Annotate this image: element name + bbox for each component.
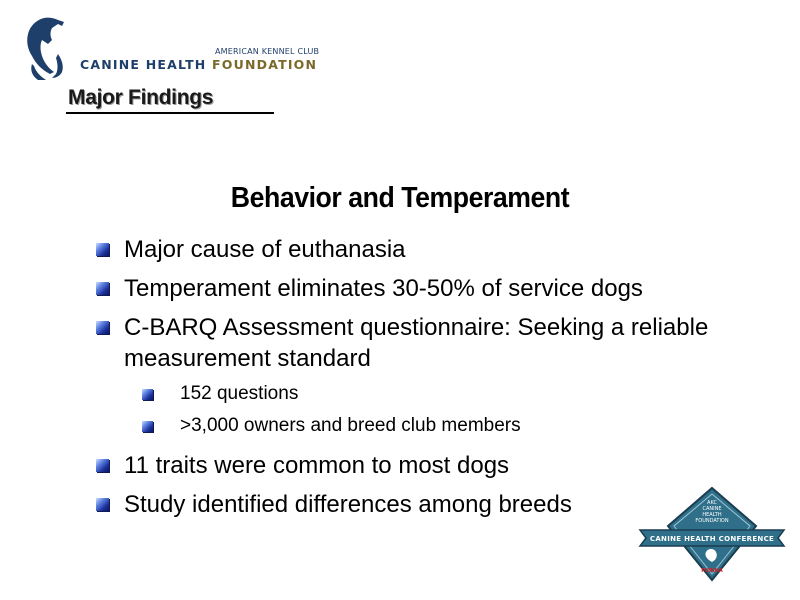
canine-health-foundation-logo [18, 14, 318, 84]
bullet-square-icon [96, 498, 109, 511]
bullet-list [96, 234, 736, 528]
badge-banner: CANINE HEALTH CONFERENCE [649, 535, 775, 543]
sub-bullet-text: 152 questions [180, 383, 299, 404]
slide-title: Behavior and Temperament [230, 182, 570, 214]
bullet-text: Study identified differences among breeds [124, 491, 572, 518]
badge-line4: FOUNDATION [695, 518, 729, 524]
bullet-text: 11 traits were common to most dogs [124, 452, 510, 479]
bullet-text: Major cause of euthanasia [124, 236, 406, 263]
bullet-square-icon [96, 459, 109, 472]
badge-line1: AKC [707, 500, 717, 506]
conference-badge [638, 486, 786, 582]
bullet-square-icon [96, 243, 109, 256]
section-header: Major Findings [68, 86, 214, 109]
badge-sponsor: PURINA [701, 568, 723, 574]
bullet-item [96, 273, 736, 304]
sub-bullet-square-icon [142, 421, 153, 432]
badge-line3: HEALTH [702, 512, 722, 518]
sub-bullet-square-icon [142, 389, 153, 400]
logo-text-canine-health: CANINE HEALTH [80, 57, 207, 72]
bullet-square-icon [96, 321, 109, 334]
sub-bullet-text: >3,000 owners and breed club members [180, 415, 521, 436]
logo-text-main [80, 57, 317, 72]
dog-silhouette-icon [18, 14, 78, 84]
bullet-item [96, 450, 736, 481]
bullet-item [96, 312, 736, 374]
bullet-text: C-BARQ Assessment questionnaire: Seeking a reliable measurement standard [124, 314, 709, 372]
bullet-item [96, 234, 736, 265]
bullet-square-icon [96, 282, 109, 295]
sub-bullet-item [96, 382, 736, 406]
section-underline [66, 112, 274, 114]
sub-bullet-list [96, 382, 736, 438]
badge-line2: CANINE [702, 506, 722, 512]
bullet-text: Temperament eliminates 30-50% of service dogs [124, 275, 643, 302]
logo-text-foundation: FOUNDATION [212, 57, 318, 72]
sub-bullet-item [96, 414, 736, 438]
logo-text-akc: AMERICAN KENNEL CLUB [215, 47, 320, 56]
